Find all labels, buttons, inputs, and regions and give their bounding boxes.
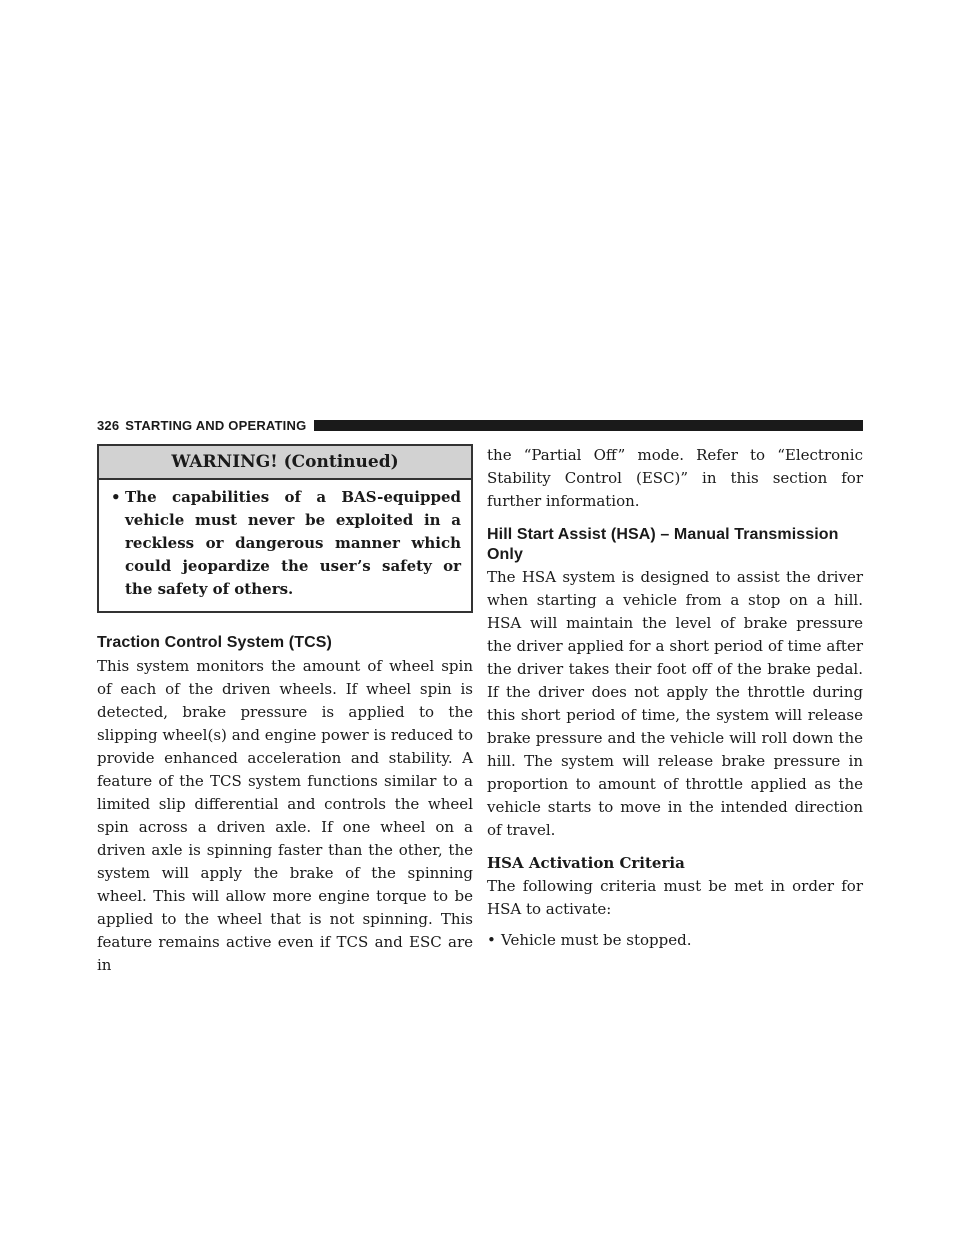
tcs-body-continued: the “Partial Off” mode. Refer to “Electronic Stability Control (ESC)” in this section for further information.	[487, 446, 863, 510]
tcs-body: This system monitors the amount of wheel spin of each of the driven wheels. If wheel spin is detected, brake pressure is applied to the slipping wheel(s) and engine power is reduced to provide enhanced acceleration and stability. A feature of the TCS system functions similar to a limited slip differential and controls the wheel spin across a driven axle. If one wheel on a driven axle is spinning faster than the other, the system will apply the brake of the spinning wheel. This will allow more engine torque to be applied to the wheel that is not spinning. This feature remains active even if TCS and ESC are in	[97, 657, 473, 974]
hsa-heading: Hill Start Assist (HSA) – Manual Transmission Only	[487, 526, 839, 563]
section-title: STARTING AND OPERATING	[125, 417, 307, 433]
bullet-icon: •	[111, 488, 121, 506]
warning-bullet	[111, 486, 461, 601]
warning-title: WARNING! (Continued)	[99, 446, 471, 480]
hsa-criteria-intro: The following criteria must be met in order for HSA to activate:	[487, 877, 863, 918]
hsa-criteria-heading: HSA Activation Criteria	[487, 854, 685, 872]
hsa-body: The HSA system is designed to assist the driver when starting a vehicle from a stop on a hill. HSA will maintain the level of brake pressure the driver applied for a short period of time after the driver takes their foot off of the brake pedal. If the driver does not apply the throttle during this short period of time, the system will release brake pressure and the vehicle will roll down the hill. The system will release brake pressure in proportion to amount of throttle applied as the vehicle starts to move in the intended direction of travel.	[487, 568, 863, 839]
page-header	[97, 417, 863, 433]
warning-box	[97, 444, 473, 613]
hsa-criteria-item	[487, 929, 863, 952]
hsa-criteria-text: Vehicle must be stopped.	[501, 931, 692, 949]
right-column	[487, 444, 863, 952]
warning-body	[99, 480, 471, 611]
warning-bullet-text: The capabilities of a BAS-equipped vehicle must never be exploited in a reckless or dangerous manner which could jeopardize the user’s safety or the safety of others.	[125, 488, 461, 598]
page-number: 326	[97, 417, 120, 433]
tcs-heading: Traction Control System (TCS)	[97, 634, 332, 651]
left-column	[97, 444, 473, 977]
header-rule	[314, 420, 863, 431]
bullet-icon: •	[487, 931, 496, 949]
